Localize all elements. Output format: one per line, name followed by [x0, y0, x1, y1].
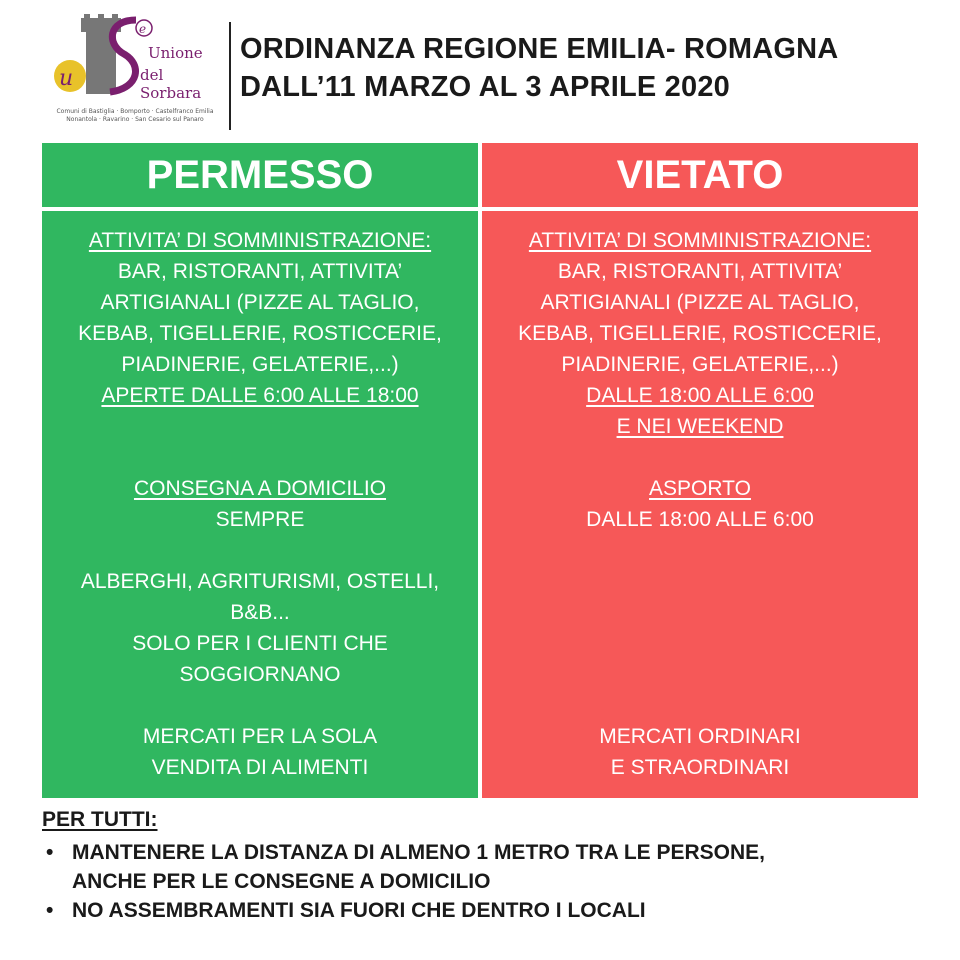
permesso-block-consegna [42, 473, 478, 535]
header-divider [229, 22, 231, 130]
text-line: ARTIGIANALI (PIZZE AL TAGLIO, [540, 291, 860, 314]
text-line: ARTIGIANALI (PIZZE AL TAGLIO, [100, 291, 420, 314]
text-line: B&B... [230, 601, 290, 624]
text-line: PIADINERIE, GELATERIE,...) [121, 353, 399, 376]
union-logo [48, 14, 218, 130]
text-line: MERCATI PER LA SOLA [142, 725, 378, 748]
per-tutti-section [42, 808, 922, 925]
logo-municipalities [50, 108, 220, 124]
permesso-column [42, 143, 478, 779]
permesso-heading: PERMESSO [42, 143, 478, 207]
text-line: ATTIVITA’ DI SOMMINISTRAZIONE: [528, 229, 872, 252]
logo-text-sorbara: del Sorbara [140, 66, 202, 102]
logo-municipalities-line: Nonantola · Ravarino · San Cesario sul Panaro [66, 116, 204, 123]
bullet-icon: • [46, 899, 54, 922]
text-line: MERCATI ORDINARI [599, 725, 801, 748]
vietato-column [482, 143, 918, 779]
vietato-block-mercati [482, 721, 918, 783]
logo-text-unione: Unione [148, 44, 203, 62]
text-line: ALBERGHI, AGRITURISMI, OSTELLI, [80, 570, 440, 593]
permesso-block-somministrazione [42, 225, 478, 411]
text-line: DALLE 18:00 ALLE 6:00 [586, 508, 814, 531]
title-line: DALL’11 MARZO AL 3 APRILE 2020 [240, 71, 730, 103]
text-line: DALLE 18:00 ALLE 6:00 [586, 384, 814, 407]
text-line: APERTE DALLE 6:00 ALLE 18:00 [101, 384, 419, 407]
text-line: ASPORTO [649, 477, 751, 500]
text-line: VENDITA DI ALIMENTI [151, 756, 369, 779]
permesso-body [42, 211, 478, 798]
bullet-line: NO ASSEMBRAMENTI SIA FUORI CHE DENTRO I LOCALI [72, 899, 646, 922]
svg-text:u: u [59, 66, 74, 91]
text-line: CONSEGNA A DOMICILIO [133, 477, 387, 500]
text-line: BAR, RISTORANTI, ATTIVITA’ [117, 260, 403, 283]
permesso-block-mercati [42, 721, 478, 783]
vietato-heading: VIETATO [482, 143, 918, 207]
page-title [240, 30, 838, 106]
vietato-block-asporto [482, 473, 918, 535]
text-line: BAR, RISTORANTI, ATTIVITA’ [557, 260, 843, 283]
title-line: ORDINANZA REGIONE EMILIA- ROMAGNA [240, 33, 839, 65]
bullet-line: ANCHE PER LE CONSEGNE A DOMICILIO [72, 870, 491, 893]
text-line: SOLO PER I CLIENTI CHE [132, 632, 388, 655]
logo-municipalities-line: Comuni di Bastiglia · Bomporto · Castelfranco Emilia [56, 108, 214, 115]
text-line: ATTIVITA’ DI SOMMINISTRAZIONE: [88, 229, 432, 252]
text-line: E STRAORDINARI [610, 756, 790, 779]
text-line: E NEI WEEKEND [616, 415, 784, 438]
per-tutti-heading: PER TUTTI: [42, 808, 158, 831]
svg-text:e: e [139, 22, 147, 36]
bullet-item [42, 896, 922, 925]
text-line: SOGGIORNANO [179, 663, 341, 686]
bullet-icon: • [46, 841, 54, 864]
bullet-line: MANTENERE LA DISTANZA DI ALMENO 1 METRO TRA LE PERSONE, [72, 841, 766, 864]
text-line: KEBAB, TIGELLERIE, ROSTICCERIE, [518, 322, 882, 345]
permesso-block-alberghi [42, 566, 478, 690]
vietato-body [482, 211, 918, 798]
bullet-item [42, 838, 922, 896]
text-line: SEMPRE [215, 508, 305, 531]
vietato-block-somministrazione [482, 225, 918, 442]
text-line: KEBAB, TIGELLERIE, ROSTICCERIE, [78, 322, 442, 345]
text-line: PIADINERIE, GELATERIE,...) [561, 353, 839, 376]
